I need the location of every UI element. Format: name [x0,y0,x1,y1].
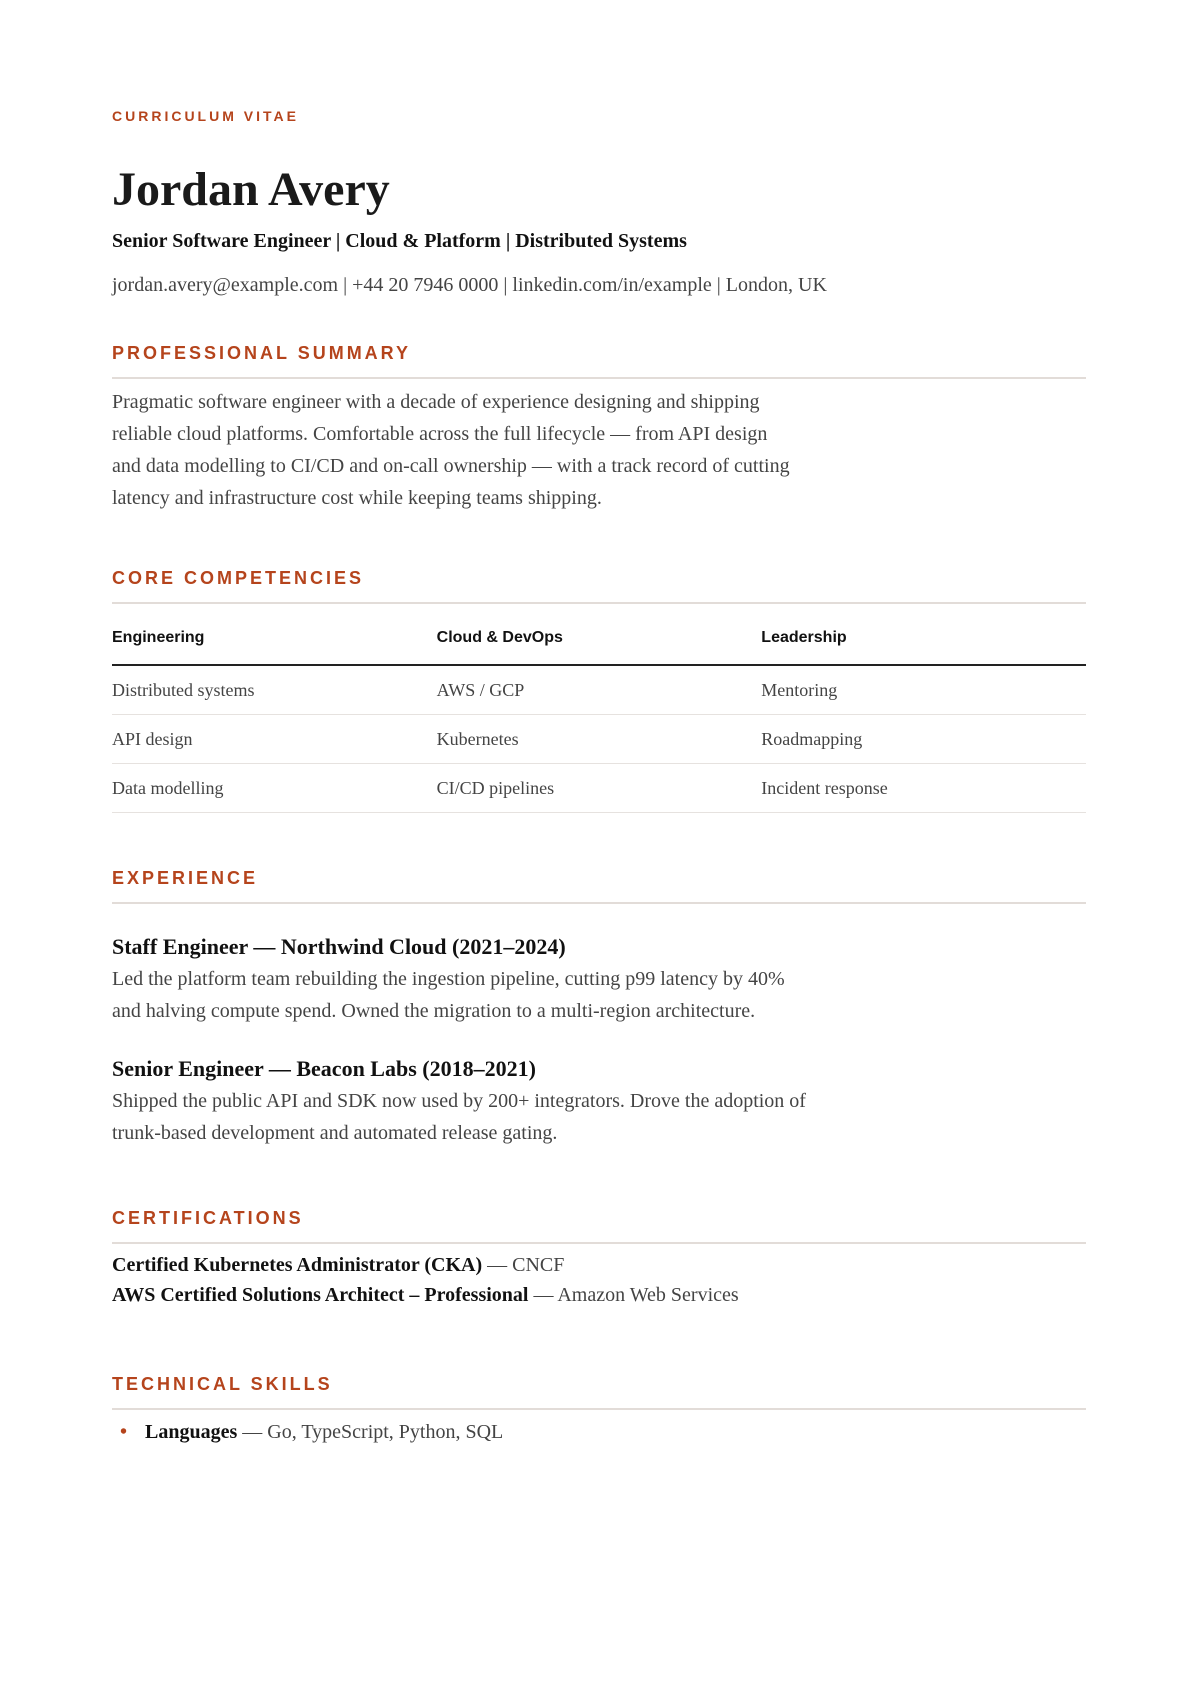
section-divider [112,1408,1086,1410]
section-title-summary: PROFESSIONAL SUMMARY [112,343,412,363]
table-cell: AWS / GCP [437,665,762,715]
section-divider [112,602,1086,604]
table-cell: Kubernetes [437,715,762,764]
column-header-engineering: Engineering [112,612,437,665]
candidate-name: Jordan Avery [112,163,390,216]
table-cell: Mentoring [761,665,1086,715]
section-divider [112,902,1086,904]
section-title-certifications: CERTIFICATIONS [112,1208,304,1228]
skill-item [120,1421,503,1444]
column-header-cloud-devops: Cloud & DevOps [437,612,762,665]
job-description-line: Shipped the public API and SDK now used by 200+ integrators. Drove the adoption of [112,1090,806,1112]
contact-line: jordan.avery@example.com | +44 20 7946 0000 | linkedin.com/in/example | London, UK [112,274,827,296]
skill-label: Languages [145,1421,238,1443]
section-divider [112,377,1086,379]
summary-text [112,386,852,514]
section-title-competencies: CORE COMPETENCIES [112,568,365,588]
candidate-headline: Senior Software Engineer | Cloud & Platform | Distributed Systems [112,230,687,252]
certification-name: AWS Certified Solutions Architect – Professional [112,1284,529,1306]
certification-issuer: — CNCF [487,1254,565,1276]
certification-item [112,1284,739,1307]
job-description [112,1085,892,1149]
column-header-leadership: Leadership [761,612,1086,665]
certification-name: Certified Kubernetes Administrator (CKA) [112,1254,483,1276]
section-title-skills: TECHNICAL SKILLS [112,1374,333,1394]
job-title: Senior Engineer — Beacon Labs (2018–2021) [112,1056,536,1081]
certification-issuer: — Amazon Web Services [533,1284,739,1306]
table-row [112,715,1086,764]
table-cell: API design [112,715,437,764]
section-divider [112,1242,1086,1244]
table-header-row [112,612,1086,665]
document-kicker: CURRICULUM VITAE [112,108,299,124]
section-title-experience: EXPERIENCE [112,868,259,888]
certification-item [112,1254,564,1277]
table-cell: Distributed systems [112,665,437,715]
summary-line: Pragmatic software engineer with a decade of experience designing and shipping [112,391,760,413]
skill-value: — Go, TypeScript, Python, SQL [242,1421,504,1443]
table-row [112,665,1086,715]
summary-line: and data modelling to CI/CD and on-call ownership — with a track record of cutting [112,455,790,477]
table-cell: Roadmapping [761,715,1086,764]
table-cell: Data modelling [112,764,437,813]
job-description [112,963,892,1027]
summary-line: reliable cloud platforms. Comfortable across the full lifecycle — from API design [112,423,768,445]
table-row [112,764,1086,813]
bullet-icon: • [120,1421,128,1443]
job-description-line: trunk-based development and automated release gating. [112,1122,558,1144]
job-description-line: Led the platform team rebuilding the ingestion pipeline, cutting p99 latency by 40% [112,968,785,990]
job-title: Staff Engineer — Northwind Cloud (2021–2024) [112,934,566,959]
summary-line: latency and infrastructure cost while keeping teams shipping. [112,487,602,509]
job-description-line: and halving compute spend. Owned the migration to a multi-region architecture. [112,1000,756,1022]
table-cell: Incident response [761,764,1086,813]
competencies-table [112,612,1086,813]
table-cell: CI/CD pipelines [437,764,762,813]
